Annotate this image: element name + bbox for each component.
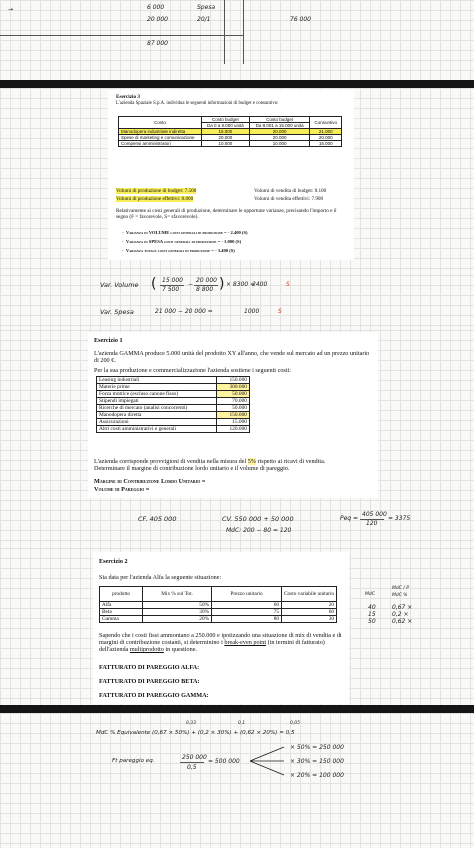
exercise-1-p1: L'azienda GAMMA produce 5.000 unità del prodotto XY all'anno, che vende sul mercato ad un prezzo unitario di 200 €. — [94, 350, 370, 364]
table-row: Beta 30% 75 60 — [100, 609, 337, 616]
note-frac2-den: 8 800 — [196, 286, 214, 293]
note-20000: 20 000 — [147, 16, 168, 23]
notes-es1-area — [0, 500, 474, 548]
note-6000: 6 000 — [147, 4, 165, 11]
note-paren-close: ) — [219, 276, 225, 292]
note-paren-open: ( — [151, 276, 157, 292]
note-20-1: 20/1 — [197, 16, 211, 23]
note-76000: 76 000 — [290, 16, 311, 23]
note-side-mdc-header: MdC — [365, 592, 375, 597]
table-row: Altri costi amministrativi e generali 120.000 — [97, 426, 250, 433]
table-row: Stipendi impiegati 70.000 — [97, 398, 250, 405]
note-mdc: MdC: 200 − 80 = 120 — [226, 527, 292, 534]
fatturato-beta: FATTURATO DI PAREGGIO BETA: — [99, 678, 200, 685]
table-row: Spese di marketing e comunicazione 20.000 20.000 20.000 — [119, 135, 342, 141]
exercise-3-sheet — [108, 90, 354, 260]
note-spesa-result: 1000 — [244, 308, 260, 315]
note-side-pct-header: MdC / P — [392, 586, 409, 591]
note-var-volume: Var. Volume — [100, 281, 139, 289]
notes-top-area — [0, 0, 474, 80]
exercise-2-title: Esercizio 2 — [99, 558, 128, 565]
exercise-1-p3: L'azienda corrisponde provvigioni di vendita nella misura del 5% rispetto ai ricavi di vendita. — [94, 458, 326, 465]
notes-bottom-area — [0, 713, 474, 848]
exercise-1-area — [0, 330, 474, 500]
exercise-2-area — [0, 548, 474, 705]
question-volume: Volume di Pareggio = — [94, 486, 150, 493]
arrow-note: → — [8, 6, 14, 13]
notes-variance-area — [0, 275, 474, 330]
note-peq-num: 405 000 — [362, 511, 387, 518]
note-frac1-num: 15 000 — [162, 277, 183, 284]
note-small-1: 0,33 — [186, 721, 197, 726]
table-row: Gamma 20% 80 30 — [100, 616, 337, 623]
note-side-pct-header-2: MdC % — [392, 593, 408, 598]
table-row: Compensi amministratori 10.000 10.000 15.000 — [119, 141, 342, 147]
note-peq: Peq = — [340, 515, 359, 522]
fatturato-alfa: FATTURATO DI PAREGGIO ALFA: — [99, 664, 200, 671]
note-spesa: Spesa — [197, 4, 216, 11]
note-minus: − — [188, 281, 194, 288]
vol-prod-eff: Volumi di produzione effettivi: 8.800 — [116, 196, 194, 202]
bullet-volume: - Varianza di VOLUME costi generali di produzione = - 2.400 (S) — [122, 230, 248, 235]
col-budget-2: Costo budget — [249, 117, 310, 123]
note-spesa-sign: S — [278, 308, 282, 315]
exercise-3-question: Relativamente ai costi generali di produzione, determinare le opportune varianze, precisando l'importo e il segno (F = favorevole, S= sfavorevole). — [116, 208, 337, 220]
mix-table: prodotto Mix % sul Tot. Prezzo unitario Costo variabile unitario Alfa 50% 60 20 Beta 30% 75 60 Gamma 20% 80 30 — [99, 586, 337, 623]
note-ft-num: 250 000 — [182, 754, 207, 761]
bullet-totale: - Varianza totale costi generali di produzione = - 3.400 (S) — [122, 248, 235, 253]
note-side-mdc-beta: 15 — [368, 611, 376, 618]
table-row: Manodopera industriale indiretta 15.000 20.000 21.000 — [119, 129, 342, 135]
col-costo: Costo — [119, 117, 202, 129]
vol-vend-budget: Volumi di vendita di budget: 8.100 — [254, 188, 327, 194]
bullet-spesa: - Varianza di SPESA costi generali di produzione = - 1.000 (S) — [122, 239, 242, 244]
col-budget-1-range: Da 0 a 8.000 unità — [202, 123, 250, 129]
note-side-pct-gamma: 0,62 × — [392, 618, 413, 625]
col-budget-2-range: Da 8.001 a 15.000 unità — [249, 123, 310, 129]
note-small-3: 0,05 — [290, 721, 301, 726]
note-branch-gamma: × 20% = 100 000 — [290, 772, 344, 779]
note-ft-label: Ft pareggio eq. — [112, 758, 155, 764]
exercise-3-intro: L'azienda Spaziale S.p.A. individua le seguenti informazioni di budget e consuntivo: — [116, 101, 279, 106]
vol-vend-eff: Volumi di vendita effettivi: 7.900 — [254, 196, 324, 202]
note-side-mdc-gamma: 50 — [368, 618, 376, 625]
note-small-2: 0,1 — [238, 721, 246, 726]
exercise-3-title: Esercizio 3 — [116, 94, 140, 100]
divider-bar-bottom — [0, 705, 474, 713]
exercise-1-sheet — [88, 332, 378, 498]
note-vol-result: 2400 — [252, 281, 268, 288]
branch-arrows — [248, 741, 288, 781]
note-vol-tail: × 8300 = — [226, 281, 256, 288]
note-peq-den: 120 — [366, 520, 378, 527]
table-row: Manodopera diretta 150.000 — [97, 412, 250, 419]
note-side-mdc-alfa: 40 — [368, 604, 376, 611]
exercise-1-p4: Determinare il margine di contribuzione lordo unitario e il volume di pareggio. — [94, 465, 290, 472]
note-cv: CV. 550 000 + 50 000 — [222, 515, 294, 523]
note-frac2-num: 20 000 — [196, 277, 217, 284]
note-ft-res: = 500 000 — [208, 758, 240, 765]
exercise-3-area — [0, 88, 474, 275]
table-row: Leasing industriali 150.000 — [97, 377, 250, 384]
note-branch-alfa: × 50% = 250 000 — [290, 744, 344, 751]
note-peq-res: = 3375 — [388, 515, 411, 522]
exercise-2-intro: Sia data per l'azienda Alfa la seguente situazione: — [99, 574, 222, 581]
note-side-pct-beta: 0,2 × — [392, 611, 409, 618]
note-vol-sign: S — [286, 281, 290, 288]
table-row: Alfa 50% 60 20 — [100, 602, 337, 609]
note-87000: 87 000 — [147, 40, 168, 47]
fatturato-gamma: FATTURATO DI PAREGGIO GAMMA: — [99, 692, 209, 699]
costs-table — [96, 376, 250, 433]
exercise-1-p2: Per la sua produzione e commercializzazione l'azienda sostiene i seguenti costi: — [94, 367, 291, 374]
col-budget-1: Costo budget — [202, 117, 250, 123]
exercise-2-sheet — [93, 552, 349, 704]
note-mdc-equivalente: MdC % Equivalente (0,67 × 50%) + (0,2 × 30%) + (0,62 × 20%) = 0,5 — [96, 730, 295, 736]
table-row: Assicurazioni 15.000 — [97, 419, 250, 426]
table-row: Forza motrice (escluso canone fisso) 50.000 — [97, 391, 250, 398]
exercise-3-table — [118, 116, 342, 147]
divider-bar — [0, 80, 474, 88]
note-var-spesa: Var. Spesa — [100, 308, 134, 316]
exercise-1-title: Esercizio 1 — [94, 337, 123, 344]
table-row: Ricerche di mercato (analisi concorrenti) 50.000 — [97, 405, 250, 412]
note-frac1-den: 7 500 — [162, 286, 180, 293]
table-row: Materie prime 300.000 — [97, 384, 250, 391]
col-consuntivo: Consuntivo — [310, 117, 342, 129]
question-mdc: Margine di Contribuzione Lordo Unitario = — [94, 478, 206, 485]
note-branch-beta: × 30% = 150 000 — [290, 758, 344, 765]
note-spesa-expr: 21 000 − 20 000 = — [155, 308, 213, 315]
exercise-2-p1: Sapendo che i costi fissi ammontano a 250.000 e ipotizzando una situazione di mix di vendita e di margini di contribuzione costanti, si determinino i break-even point (in termini di fatturato) dell'azienda multiprodotto in questione. — [99, 632, 342, 653]
note-ft-den: 0,5 — [187, 764, 197, 771]
vol-prod-budget: Volumi di produzione di budget: 7.500 — [116, 188, 197, 194]
note-cf: CF. 405 000 — [138, 515, 177, 523]
note-side-pct-alfa: 0,67 × — [392, 604, 413, 611]
